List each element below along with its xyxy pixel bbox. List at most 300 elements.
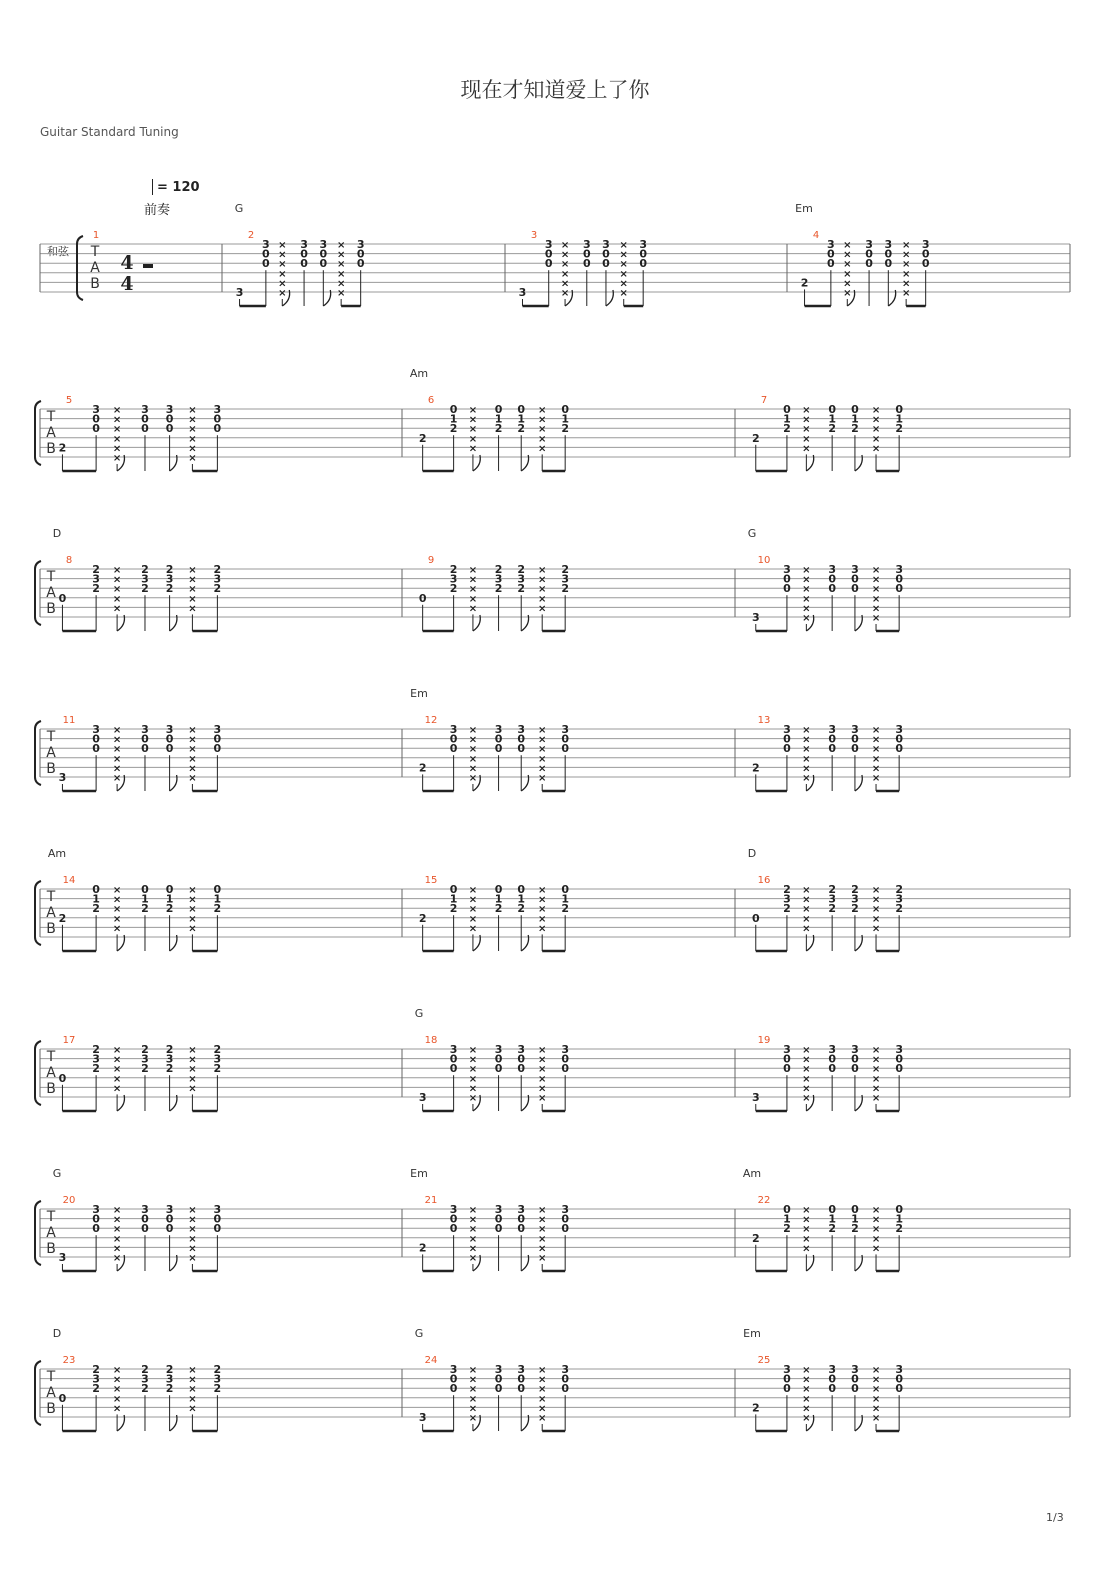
dead-note-mark: × bbox=[871, 1073, 881, 1085]
dead-note-mark: × bbox=[560, 288, 570, 299]
tab-clef-letter: T bbox=[46, 1369, 56, 1385]
fret-number: 2 bbox=[517, 422, 526, 436]
dead-note-mark: × bbox=[843, 288, 852, 299]
dead-note-mark: × bbox=[537, 1374, 547, 1386]
dead-note-mark: × bbox=[871, 1365, 881, 1376]
dead-note-mark: × bbox=[871, 424, 881, 436]
dead-note-mark: × bbox=[188, 443, 197, 455]
dead-note-mark: × bbox=[802, 773, 811, 784]
fret-number: 2 bbox=[418, 911, 427, 925]
dead-note-mark: × bbox=[112, 1243, 122, 1255]
dead-note-mark: × bbox=[871, 763, 881, 775]
dead-note-mark: × bbox=[843, 249, 852, 261]
dead-note-mark: × bbox=[112, 923, 122, 935]
dead-note-mark: × bbox=[619, 268, 628, 280]
dead-note-mark: × bbox=[802, 613, 811, 624]
dead-note-mark: × bbox=[112, 584, 122, 596]
dead-note-mark: × bbox=[802, 414, 811, 426]
fret-number: 0 bbox=[300, 247, 308, 261]
fret-number: 3 bbox=[141, 1372, 149, 1386]
fret-number: 3 bbox=[851, 892, 859, 906]
dead-note-mark: × bbox=[871, 913, 881, 925]
fret-number: 1 bbox=[851, 1212, 859, 1226]
fret-number: 3 bbox=[356, 238, 365, 251]
dead-note-mark: × bbox=[112, 424, 122, 436]
fret-number: 0 bbox=[449, 1052, 458, 1066]
fret-number: 3 bbox=[262, 238, 270, 251]
fret-number: 0 bbox=[141, 742, 149, 756]
dead-note-mark: × bbox=[802, 1214, 811, 1226]
fret-number: 0 bbox=[92, 422, 100, 436]
fret-number: 0 bbox=[319, 247, 328, 261]
dead-note-mark: × bbox=[112, 593, 122, 605]
fret-number: 3 bbox=[828, 1043, 836, 1056]
fret-number: 3 bbox=[449, 1043, 458, 1056]
dead-note-mark: × bbox=[188, 1064, 197, 1076]
fret-number: 3 bbox=[895, 892, 903, 906]
dead-note-mark: × bbox=[871, 1233, 881, 1245]
dead-note-mark: × bbox=[278, 240, 287, 251]
tab-clef-letter: B bbox=[46, 921, 56, 937]
dead-note-mark: × bbox=[112, 1365, 122, 1376]
dead-note-mark: × bbox=[188, 753, 197, 765]
fret-number: 3 bbox=[165, 1203, 174, 1216]
fret-number: 3 bbox=[783, 563, 791, 576]
fret-number: 2 bbox=[165, 902, 174, 916]
fret-number: 2 bbox=[895, 902, 903, 916]
fret-number: 3 bbox=[58, 771, 67, 784]
fret-number: 1 bbox=[561, 412, 569, 426]
dead-note-mark: × bbox=[112, 1073, 122, 1085]
fret-number: 0 bbox=[165, 412, 174, 426]
fret-number: 0 bbox=[213, 883, 222, 896]
dead-note-mark: × bbox=[537, 1205, 547, 1216]
tab-clef-letter: B bbox=[46, 1401, 56, 1417]
fret-number: 0 bbox=[517, 883, 526, 896]
dead-note-mark: × bbox=[871, 1413, 881, 1424]
dead-note-mark: × bbox=[112, 414, 122, 426]
fret-number: 3 bbox=[494, 572, 503, 586]
fret-number: 2 bbox=[751, 431, 760, 445]
dead-note-mark: × bbox=[871, 1214, 881, 1226]
fret-number: 3 bbox=[895, 563, 903, 576]
dead-note-mark: × bbox=[537, 913, 547, 925]
dead-note-mark: × bbox=[112, 405, 122, 416]
fret-number: 2 bbox=[213, 582, 222, 596]
dead-note-mark: × bbox=[871, 744, 881, 756]
dead-note-mark: × bbox=[560, 240, 570, 251]
dead-note-mark: × bbox=[468, 1205, 478, 1216]
fret-number: 0 bbox=[494, 883, 503, 896]
fret-number: 3 bbox=[141, 723, 149, 736]
fret-number: 1 bbox=[165, 892, 174, 906]
fret-number: 1 bbox=[449, 892, 458, 906]
dead-note-mark: × bbox=[802, 603, 811, 615]
dead-note-mark: × bbox=[537, 1073, 547, 1085]
fret-number: 2 bbox=[751, 1231, 760, 1245]
fret-number: 0 bbox=[449, 1382, 458, 1396]
dead-note-mark: × bbox=[188, 773, 197, 784]
dead-note-mark: × bbox=[802, 443, 811, 455]
fret-number: 0 bbox=[639, 257, 648, 271]
tab-clef-letter: A bbox=[46, 1225, 56, 1241]
track-name: 和弦 bbox=[47, 245, 69, 258]
fret-number: 0 bbox=[356, 257, 365, 271]
fret-number: 3 bbox=[449, 723, 458, 736]
fret-number: 0 bbox=[213, 422, 222, 436]
dead-note-mark: × bbox=[871, 1393, 881, 1405]
fret-number: 2 bbox=[418, 761, 427, 775]
chord-name: Am bbox=[409, 367, 429, 380]
fret-number: 0 bbox=[783, 582, 791, 596]
dead-note-mark: × bbox=[537, 1064, 547, 1076]
dead-note-mark: × bbox=[468, 433, 478, 445]
fret-number: 0 bbox=[517, 1222, 526, 1236]
dead-note-mark: × bbox=[619, 249, 628, 261]
fret-number: 3 bbox=[319, 238, 328, 251]
fret-number: 0 bbox=[582, 257, 591, 271]
fret-number: 2 bbox=[165, 1043, 174, 1056]
fret-number: 0 bbox=[828, 582, 836, 596]
dead-note-mark: × bbox=[468, 1214, 478, 1226]
fret-number: 0 bbox=[58, 1391, 67, 1405]
fret-number: 2 bbox=[783, 1222, 791, 1236]
fret-number: 2 bbox=[92, 902, 100, 916]
fret-number: 2 bbox=[141, 1363, 149, 1376]
fret-number: 0 bbox=[582, 247, 591, 261]
fret-number: 2 bbox=[213, 563, 222, 576]
tab-clef-letter: T bbox=[46, 729, 56, 745]
measure-number: 4 bbox=[812, 230, 820, 241]
dead-note-mark: × bbox=[537, 753, 547, 765]
dead-note-mark: × bbox=[537, 744, 547, 756]
dead-note-mark: × bbox=[188, 744, 197, 756]
fret-number: 2 bbox=[783, 422, 791, 436]
fret-number: 0 bbox=[494, 1382, 503, 1396]
fret-number: 3 bbox=[639, 238, 648, 251]
fret-number: 0 bbox=[865, 247, 873, 261]
tab-clef-letter: A bbox=[90, 260, 100, 276]
fret-number: 3 bbox=[783, 1363, 791, 1376]
fret-number: 2 bbox=[165, 582, 174, 596]
fret-number: 0 bbox=[92, 1222, 100, 1236]
fret-number: 0 bbox=[561, 732, 569, 746]
fret-number: 0 bbox=[561, 403, 569, 416]
fret-number: 3 bbox=[921, 238, 930, 251]
dead-note-mark: × bbox=[112, 443, 122, 455]
fret-number: 2 bbox=[895, 422, 903, 436]
dead-note-mark: × bbox=[802, 1205, 811, 1216]
fret-number: 0 bbox=[449, 742, 458, 756]
fret-number: 1 bbox=[213, 892, 222, 906]
dead-note-mark: × bbox=[112, 603, 122, 615]
fret-number: 0 bbox=[884, 247, 893, 261]
fret-number: 0 bbox=[92, 883, 100, 896]
fret-number: 1 bbox=[494, 412, 503, 426]
dead-note-mark: × bbox=[468, 913, 478, 925]
dead-note-mark: × bbox=[188, 913, 197, 925]
dead-note-mark: × bbox=[537, 1253, 547, 1264]
measure-number: 2 bbox=[247, 230, 255, 241]
dead-note-mark: × bbox=[871, 904, 881, 916]
fret-number: 0 bbox=[828, 572, 836, 586]
fret-number: 0 bbox=[783, 1062, 791, 1076]
dead-note-mark: × bbox=[871, 1083, 881, 1095]
dead-note-mark: × bbox=[112, 1064, 122, 1076]
chord-name: G bbox=[414, 1007, 424, 1020]
dead-note-mark: × bbox=[468, 725, 478, 736]
measure-number: 15 bbox=[424, 875, 438, 886]
chord-name: G bbox=[414, 1327, 424, 1340]
dead-note-mark: × bbox=[802, 1413, 811, 1424]
measure-number: 25 bbox=[757, 1355, 771, 1366]
dead-note-mark: × bbox=[112, 1083, 122, 1095]
dead-note-mark: × bbox=[802, 584, 811, 596]
fret-number: 0 bbox=[851, 742, 859, 756]
dead-note-mark: × bbox=[802, 913, 811, 925]
dead-note-mark: × bbox=[537, 1365, 547, 1376]
dead-note-mark: × bbox=[112, 744, 122, 756]
fret-number: 0 bbox=[494, 1222, 503, 1236]
fret-number: 2 bbox=[58, 441, 67, 455]
fret-number: 0 bbox=[851, 1203, 859, 1216]
fret-number: 0 bbox=[639, 247, 648, 261]
fret-number: 2 bbox=[783, 883, 791, 896]
fret-number: 0 bbox=[544, 257, 553, 271]
tab-clef-letter: B bbox=[46, 441, 56, 457]
fret-number: 0 bbox=[165, 732, 174, 746]
dead-note-mark: × bbox=[537, 574, 547, 586]
fret-number: 2 bbox=[494, 902, 503, 916]
dead-note-mark: × bbox=[537, 603, 547, 615]
dead-note-mark: × bbox=[871, 894, 881, 906]
fret-number: 0 bbox=[449, 1222, 458, 1236]
dead-note-mark: × bbox=[112, 725, 122, 736]
fret-number: 3 bbox=[213, 1372, 222, 1386]
fret-number: 0 bbox=[851, 1382, 859, 1396]
fret-number: 2 bbox=[141, 1062, 149, 1076]
dead-note-mark: × bbox=[112, 885, 122, 896]
fret-number: 2 bbox=[828, 422, 836, 436]
fret-number: 0 bbox=[494, 1372, 503, 1386]
fret-number: 3 bbox=[165, 723, 174, 736]
dead-note-mark: × bbox=[871, 593, 881, 605]
dead-note-mark: × bbox=[188, 453, 197, 464]
fret-number: 2 bbox=[494, 563, 503, 576]
fret-number: 0 bbox=[517, 1052, 526, 1066]
dead-note-mark: × bbox=[537, 1403, 547, 1415]
fret-number: 2 bbox=[449, 563, 458, 576]
whole-rest bbox=[143, 264, 153, 268]
dead-note-mark: × bbox=[188, 734, 197, 746]
system-bracket bbox=[77, 236, 83, 300]
fret-number: 1 bbox=[895, 412, 903, 426]
fret-number: 0 bbox=[213, 732, 222, 746]
measure-number: 14 bbox=[62, 875, 76, 886]
fret-number: 0 bbox=[783, 572, 791, 586]
fret-number: 0 bbox=[561, 1052, 569, 1066]
dead-note-mark: × bbox=[112, 433, 122, 445]
dead-note-mark: × bbox=[188, 1384, 197, 1396]
dead-note-mark: × bbox=[619, 288, 628, 299]
fret-number: 0 bbox=[851, 572, 859, 586]
fret-number: 0 bbox=[895, 1062, 903, 1076]
fret-number: 3 bbox=[895, 723, 903, 736]
fret-number: 2 bbox=[418, 1241, 427, 1255]
fret-number: 2 bbox=[851, 902, 859, 916]
measure-number: 11 bbox=[62, 715, 76, 726]
fret-number: 3 bbox=[300, 238, 308, 251]
tab-clef-letter: B bbox=[46, 1081, 56, 1097]
dead-note-mark: × bbox=[537, 1384, 547, 1396]
fret-number: 0 bbox=[494, 1062, 503, 1076]
fret-number: 0 bbox=[561, 1222, 569, 1236]
dead-note-mark: × bbox=[802, 1073, 811, 1085]
fret-number: 3 bbox=[783, 892, 791, 906]
fret-number: 3 bbox=[92, 572, 100, 586]
dead-note-mark: × bbox=[802, 734, 811, 746]
fret-number: 3 bbox=[213, 572, 222, 586]
fret-number: 3 bbox=[561, 1043, 569, 1056]
fret-number: 0 bbox=[895, 742, 903, 756]
fret-number: 1 bbox=[517, 892, 526, 906]
dead-note-mark: × bbox=[336, 268, 346, 280]
dead-note-mark: × bbox=[537, 565, 547, 576]
fret-number: 2 bbox=[213, 902, 222, 916]
fret-number: 0 bbox=[449, 403, 458, 416]
dead-note-mark: × bbox=[112, 1253, 122, 1264]
dead-note-mark: × bbox=[802, 1083, 811, 1095]
chord-name: G bbox=[747, 527, 757, 540]
dead-note-mark: × bbox=[112, 763, 122, 775]
fret-number: 2 bbox=[895, 883, 903, 896]
dead-note-mark: × bbox=[537, 593, 547, 605]
dead-note-mark: × bbox=[468, 1393, 478, 1405]
fret-number: 0 bbox=[517, 1062, 526, 1076]
fret-number: 1 bbox=[895, 1212, 903, 1226]
dead-note-mark: × bbox=[901, 268, 911, 280]
dead-note-mark: × bbox=[468, 923, 478, 935]
fret-number: 2 bbox=[213, 1382, 222, 1396]
dead-note-mark: × bbox=[188, 1205, 197, 1216]
dead-note-mark: × bbox=[802, 1224, 811, 1236]
dead-note-mark: × bbox=[537, 584, 547, 596]
tab-clef-letter: T bbox=[46, 569, 56, 585]
fret-number: 3 bbox=[828, 892, 836, 906]
fret-number: 3 bbox=[141, 1052, 149, 1066]
dead-note-mark: × bbox=[802, 424, 811, 436]
measure-number: 5 bbox=[65, 395, 73, 406]
dead-note-mark: × bbox=[468, 1374, 478, 1386]
fret-number: 2 bbox=[92, 1382, 100, 1396]
dead-note-mark: × bbox=[112, 1045, 122, 1056]
fret-number: 0 bbox=[92, 412, 100, 426]
fret-number: 0 bbox=[561, 1372, 569, 1386]
dead-note-mark: × bbox=[871, 443, 881, 455]
fret-number: 0 bbox=[783, 403, 791, 416]
fret-number: 2 bbox=[92, 1043, 100, 1056]
measure-number: 22 bbox=[757, 1195, 771, 1206]
fret-number: 3 bbox=[235, 286, 244, 299]
measure-number: 1 bbox=[92, 230, 100, 241]
fret-number: 3 bbox=[494, 723, 503, 736]
fret-number: 0 bbox=[92, 732, 100, 746]
fret-number: 2 bbox=[517, 582, 526, 596]
dead-note-mark: × bbox=[188, 603, 197, 615]
dead-note-mark: × bbox=[188, 1365, 197, 1376]
fret-number: 3 bbox=[544, 238, 553, 251]
fret-number: 0 bbox=[494, 1052, 503, 1066]
fret-number: 0 bbox=[58, 591, 67, 605]
dead-note-mark: × bbox=[802, 405, 811, 416]
fret-number: 3 bbox=[517, 1203, 526, 1216]
measure-number: 20 bbox=[62, 1195, 76, 1206]
fret-number: 0 bbox=[561, 742, 569, 756]
fret-number: 0 bbox=[895, 1203, 903, 1216]
dead-note-mark: × bbox=[871, 734, 881, 746]
fret-number: 3 bbox=[518, 286, 527, 299]
fret-number: 3 bbox=[561, 1363, 569, 1376]
fret-number: 2 bbox=[92, 563, 100, 576]
dead-note-mark: × bbox=[468, 565, 478, 576]
fret-number: 3 bbox=[851, 1043, 859, 1056]
fret-number: 0 bbox=[851, 1372, 859, 1386]
fret-number: 2 bbox=[494, 582, 503, 596]
dead-note-mark: × bbox=[468, 753, 478, 765]
fret-number: 2 bbox=[449, 582, 458, 596]
fret-number: 0 bbox=[356, 247, 365, 261]
dead-note-mark: × bbox=[871, 584, 881, 596]
tab-clef-letter: A bbox=[46, 425, 56, 441]
dead-note-mark: × bbox=[843, 278, 852, 290]
fret-number: 0 bbox=[418, 591, 427, 605]
fret-number: 2 bbox=[213, 1043, 222, 1056]
fret-number: 0 bbox=[827, 257, 835, 271]
fret-number: 1 bbox=[783, 412, 791, 426]
tab-clef-letter: T bbox=[46, 409, 56, 425]
fret-number: 3 bbox=[213, 723, 222, 736]
fret-number: 3 bbox=[828, 563, 836, 576]
fret-number: 3 bbox=[92, 1372, 100, 1386]
fret-number: 2 bbox=[895, 1222, 903, 1236]
fret-number: 3 bbox=[828, 723, 836, 736]
fret-number: 3 bbox=[751, 1091, 760, 1104]
dead-note-mark: × bbox=[802, 1054, 811, 1066]
fret-number: 2 bbox=[828, 1222, 836, 1236]
dead-note-mark: × bbox=[871, 725, 881, 736]
dead-note-mark: × bbox=[871, 1205, 881, 1216]
fret-number: 0 bbox=[517, 403, 526, 416]
dead-note-mark: × bbox=[802, 1045, 811, 1056]
tab-clef-letter: B bbox=[90, 276, 100, 292]
fret-number: 1 bbox=[494, 892, 503, 906]
dead-note-mark: × bbox=[336, 249, 346, 261]
fret-number: 2 bbox=[165, 1382, 174, 1396]
fret-number: 3 bbox=[141, 403, 149, 416]
fret-number: 0 bbox=[213, 1222, 222, 1236]
tuning-label: Guitar Standard Tuning bbox=[40, 125, 179, 139]
dead-note-mark: × bbox=[537, 904, 547, 916]
dead-note-mark: × bbox=[537, 763, 547, 775]
fret-number: 0 bbox=[828, 403, 836, 416]
dead-note-mark: × bbox=[468, 885, 478, 896]
dead-note-mark: × bbox=[112, 773, 122, 784]
dead-note-mark: × bbox=[112, 565, 122, 576]
page-number: 1/3 bbox=[1046, 1511, 1064, 1524]
dead-note-mark: × bbox=[112, 1233, 122, 1245]
dead-note-mark: × bbox=[537, 443, 547, 455]
dead-note-mark: × bbox=[871, 1064, 881, 1076]
